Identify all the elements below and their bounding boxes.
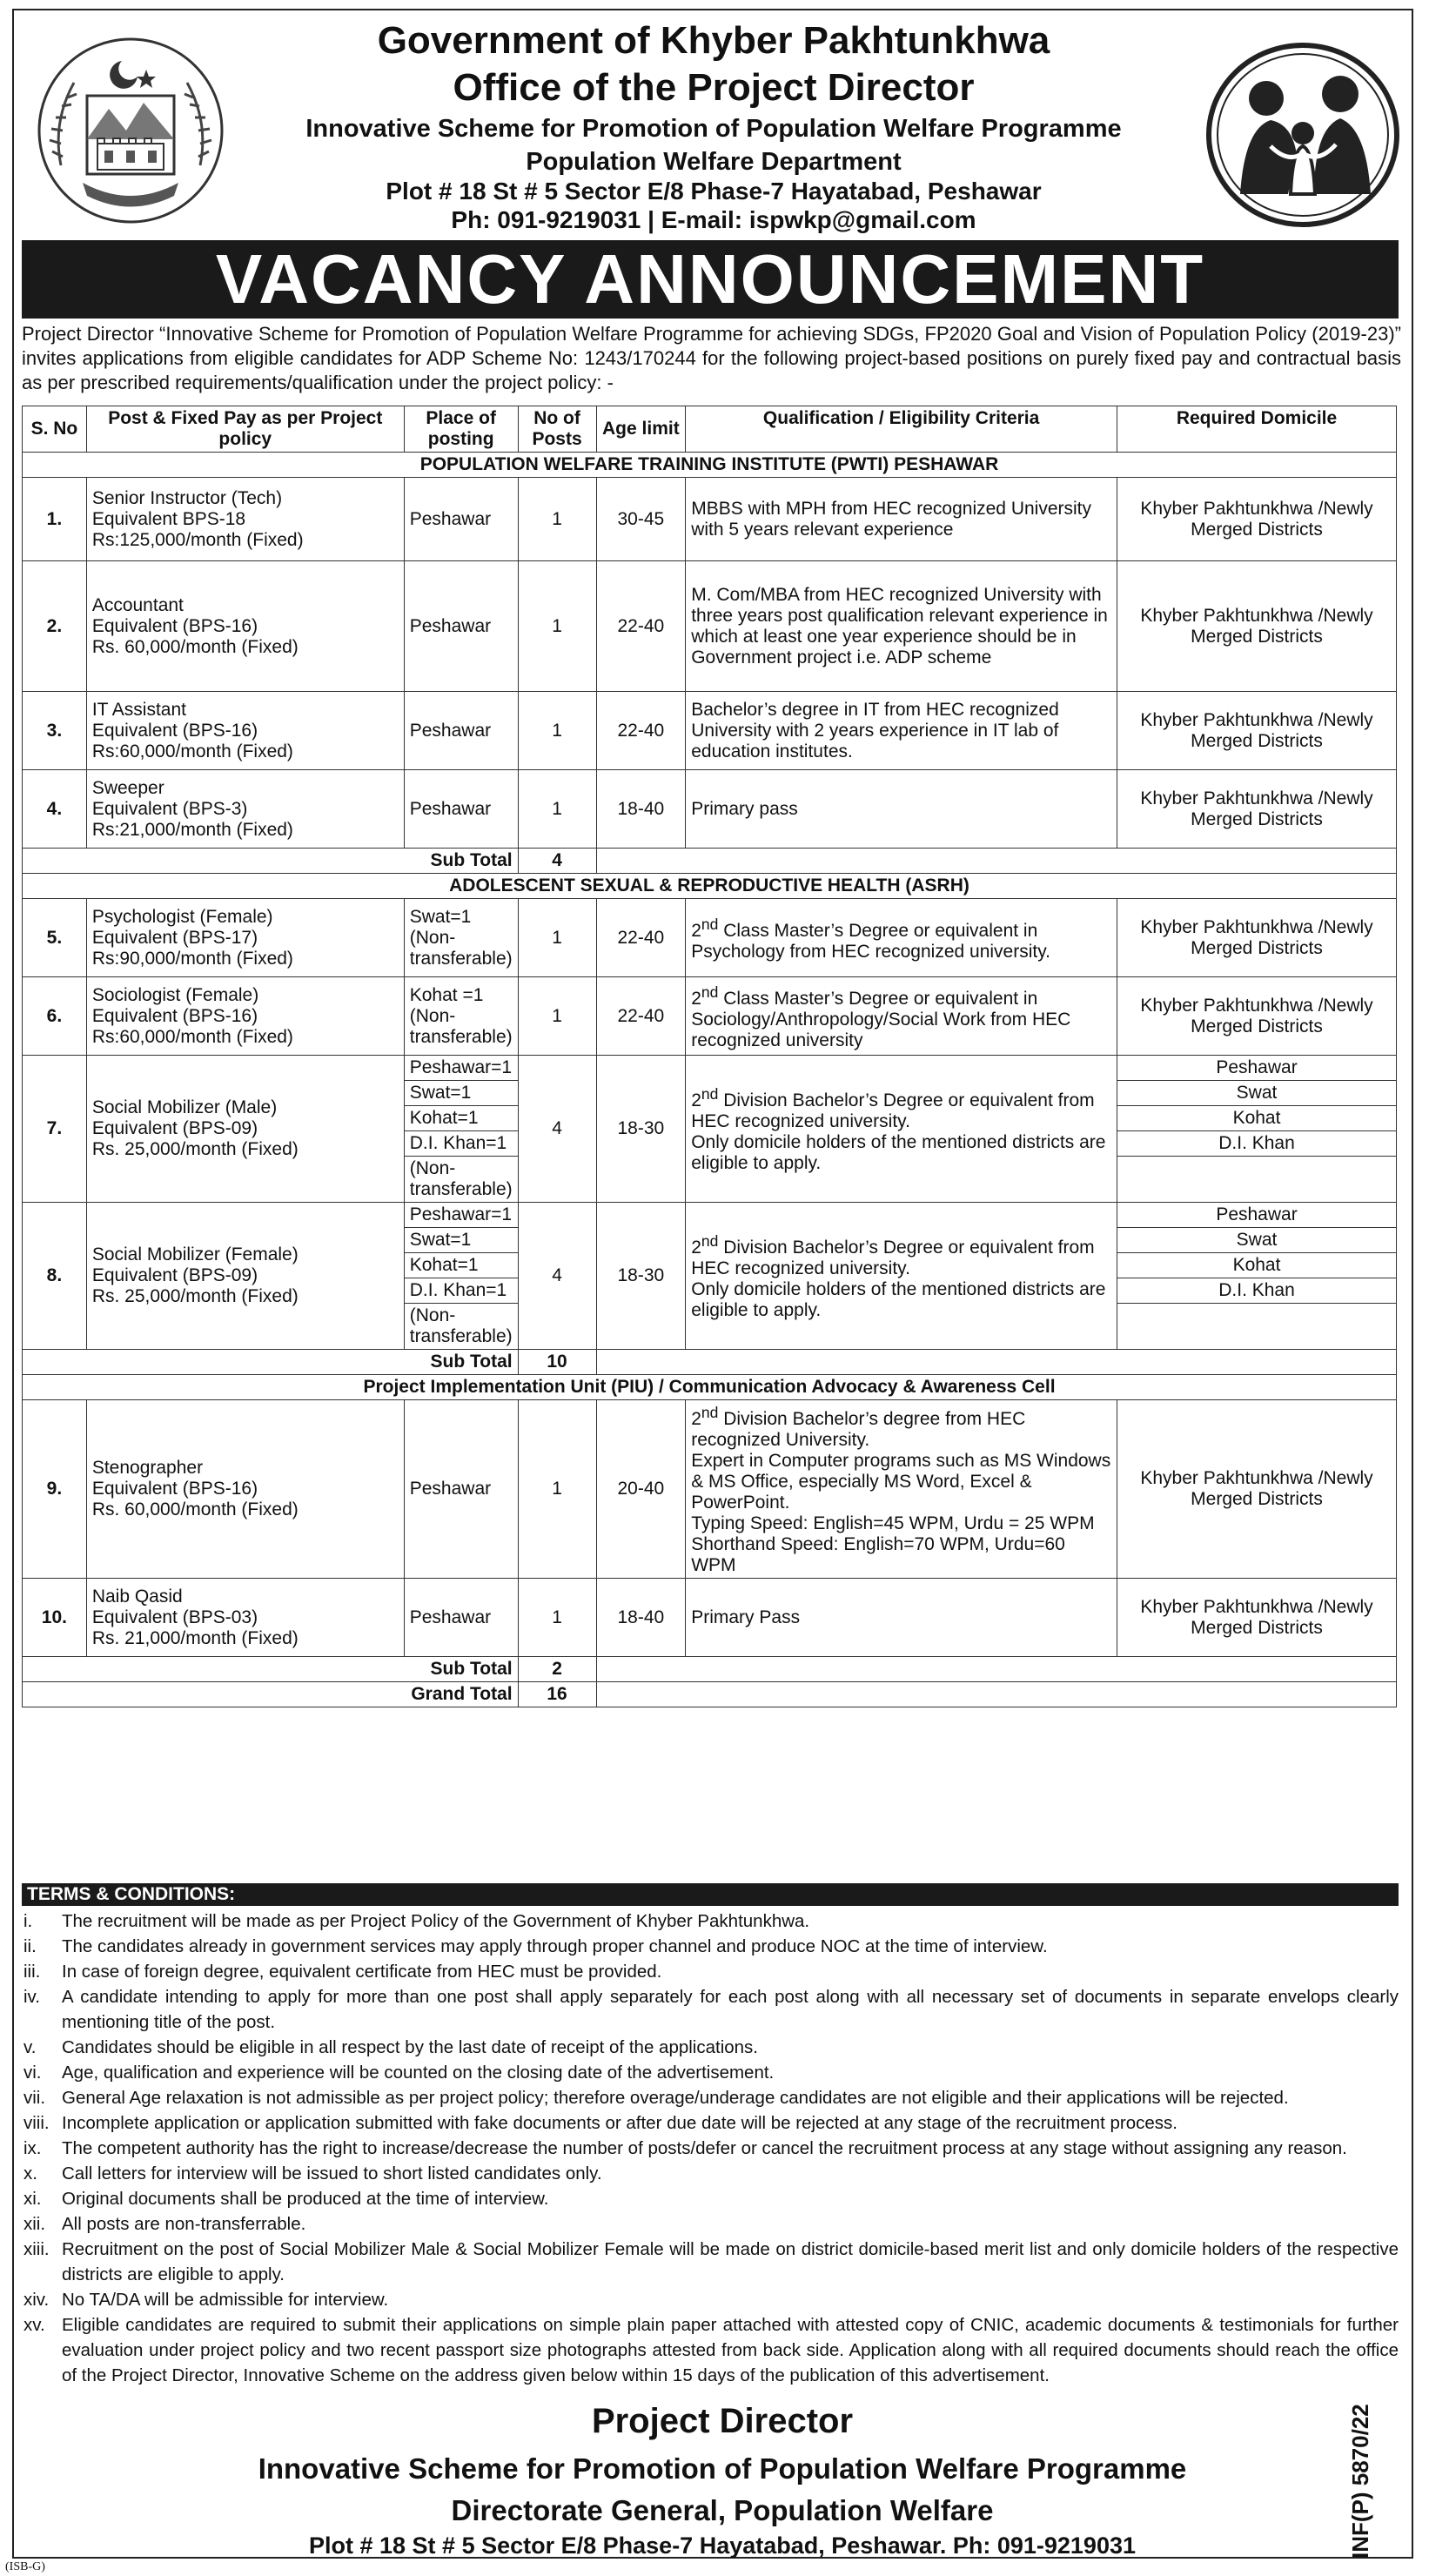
sub-total-row: Sub Total 2 — [23, 1657, 1397, 1682]
table-row: 10. Naib Qasid Equivalent (BPS-03) Rs. 21,000/month (Fixed) Peshawar 1 18-40 Primary Pass Khyber Pakhtunkhwa /Newly Merged Districts — [23, 1579, 1397, 1657]
list-item: xii. All posts are non-transferrable. — [23, 2214, 306, 2234]
table-row: 2. Accountant Equivalent (BPS-16) Rs. 60,000/month (Fixed) Peshawar 1 22-40 M. Com/MBA from HEC recognized University with three years post qualification relevant experience in which at least one year experience should be in Government project i.e. ADP scheme Khyber Pakhtunkhwa /Newly Merged Districts — [23, 561, 1397, 692]
list-item: v. Candidates should be eligible in all respect by the last date of receipt of the applications. — [23, 2037, 759, 2057]
list-item: i. The recruitment will be made as per Project Policy of the Government of Khyber Pakhtunkhwa. — [23, 1911, 810, 1931]
table-row: 6. Sociologist (Female) Equivalent (BPS-16) Rs:60,000/month (Fixed) Kohat =1 (Non-transferable) 1 22-40 2nd Class Master’s Degree or equivalent in Sociology/Anthropology/Social Work from HEC recognized university Khyber Pakhtunkhwa /Newly Merged Districts — [23, 977, 1397, 1056]
intro-paragraph: Project Director “Innovative Scheme for Promotion of Population Welfare Programme for achieving SDGs, FP2020 Goal and Vision of Population Policy (2019-23)” invites applications from eligible candidates for ADP Scheme No: 1243/170244 for the following project-based positions on purely fixed pay and contractual basis as per prescribed requirements/qualification under the project policy: - — [22, 323, 1401, 393]
col-qualification: Qualification / Eligibility Criteria — [686, 406, 1117, 453]
table-row: 5. Psychologist (Female) Equivalent (BPS-17) Rs:90,000/month (Fixed) Swat=1 (Non-transferable) 1 22-40 2nd Class Master’s Degree or equivalent in Psychology from HEC recognized university. Khyber Pakhtunkhwa /Newly Merged Districts — [23, 899, 1397, 977]
sub-total-row: Sub Total 10 — [23, 1350, 1397, 1375]
list-item: vii. General Age relaxation is not admissible as per project policy; therefore overage/underage candidates are not eligible and their applications will be rejected. — [23, 2088, 1289, 2108]
header-contact: Ph: 091-9219031 | E-mail: ispwkp@gmail.com — [451, 206, 976, 233]
footer-title: Project Director — [591, 2402, 854, 2440]
col-sno: S. No — [23, 406, 87, 453]
header-government: Government of Khyber Pakhtunkhwa — [377, 19, 1050, 62]
list-item: xv. Eligible candidates are required to submit their applications on simple plain paper attached with attested copy of CNIC, academic documents & testimonials for further evaluation under project policy and two recent passport size photographs attested from back side. Application along with all required documents should reach the office of the Project Director, Innovative Scheme on the address given below within 15 days of the publication of this advertisement. — [23, 2315, 1399, 2385]
list-item: iv. A candidate intending to apply for more than one post shall apply separately for each post along with all necessary set of documents in separate envelops clearly mentioning title of the post. — [23, 1987, 1399, 2032]
header-address: Plot # 18 St # 5 Sector E/8 Phase-7 Hayatabad, Peshawar — [386, 178, 1042, 205]
list-item: ix. The competent authority has the right to increase/decrease the number of posts/defer or cancel the recruitment process at any stage without assigning any reason. — [23, 2138, 1347, 2158]
col-age: Age limit — [596, 406, 686, 453]
population-welfare-logo — [1205, 42, 1401, 229]
inf-number: INF(P) 5870/22 — [1347, 2404, 1373, 2559]
list-item: xi. Original documents shall be produced at the time of interview. — [23, 2189, 549, 2209]
list-item: x. Call letters for interview will be issued to short listed candidates only. — [23, 2163, 602, 2184]
col-domicile: Required Domicile — [1117, 406, 1397, 453]
vacancy-table — [22, 406, 1397, 1707]
table-header-row — [23, 406, 1397, 453]
list-item: xiv. No TA/DA will be admissible for interview. — [23, 2290, 389, 2310]
header-department: Population Welfare Department — [526, 148, 902, 176]
footer-address: Plot # 18 St # 5 Sector E/8 Phase-7 Hayatabad, Peshawar. Ph: 091-9219031 — [309, 2532, 1136, 2559]
table-row: 8. Social Mobilizer (Female) Equivalent (BPS-09) Rs. 25,000/month (Fixed) Peshawar=1 Swat=1 Kohat=1 D.I. Khan=1 (Non-transferable) 4 18-30 2nd Division Bachelor’s Degree or equivalent from HEC recognized university. Only domicile holders of the mentioned districts are eligible to apply. Peshawar Swat Kohat D.I. Khan — [23, 1203, 1397, 1350]
header-scheme: Innovative Scheme for Promotion of Population Welfare Programme — [305, 115, 1122, 143]
col-place: Place of posting — [404, 406, 518, 453]
section-row: ADOLESCENT SEXUAL & REPRODUCTIVE HEALTH (ASRH) — [23, 874, 1397, 899]
list-item: ii. The candidates already in government services may apply through proper channel and produce NOC at the time of interview. — [23, 1936, 1048, 1956]
table-row: 9. Stenographer Equivalent (BPS-16) Rs. 60,000/month (Fixed) Peshawar 1 20-40 2nd Division Bachelor’s degree from HEC recognized University. Expert in Computer programs such as MS Windows & MS Office, especially MS Word, Excel & PowerPoint. Typing Speed: English=45 WPM, Urdu = 25 WPM Shorthand Speed: English=70 WPM, Urdu=60 WPM Khyber Pakhtunkhwa /Newly Merged Districts — [23, 1400, 1397, 1579]
sub-total-row: Sub Total 4 — [23, 849, 1397, 874]
terms-heading: TERMS & CONDITIONS: — [22, 1883, 1399, 1906]
list-item: viii. Incomplete application or application submitted with fake documents or after due date will be rejected at any stage of the recruitment process. — [23, 2113, 1177, 2133]
table-row: 3. IT Assistant Equivalent (BPS-16) Rs:60,000/month (Fixed) Peshawar 1 22-40 Bachelor’s degree in IT from HEC recognized University with 2 years experience in IT lab of education institutes. Khyber Pakhtunkhwa /Newly Merged Districts — [23, 692, 1397, 770]
col-posts: No of Posts — [518, 406, 596, 453]
footer-scheme: Innovative Scheme for Promotion of Population Welfare Programme — [258, 2452, 1187, 2485]
terms-list — [22, 1909, 1399, 2388]
grand-total-row: Grand Total 16 — [23, 1682, 1397, 1707]
section-row: POPULATION WELFARE TRAINING INSTITUTE (PWTI) PESHAWAR — [23, 453, 1397, 478]
header-office: Office of the Project Director — [453, 66, 975, 109]
list-item: iii. In case of foreign degree, equivalent certificate from HEC must be provided. — [23, 1962, 662, 1982]
table-row: 1. Senior Instructor (Tech) Equivalent BPS-18 Rs:125,000/month (Fixed) Peshawar 1 30-45 MBBS with MPH from HEC recognized University with 5 years relevant experience Khyber Pakhtunkhwa /Newly Merged Districts — [23, 478, 1397, 561]
kp-government-emblem — [35, 35, 226, 226]
table-row: 7. Social Mobilizer (Male) Equivalent (BPS-09) Rs. 25,000/month (Fixed) Peshawar=1 Swat=1 Kohat=1 D.I. Khan=1 (Non-transferable) 4 18-30 2nd Division Bachelor’s Degree or equivalent from HEC recognized university. Only domicile holders of the mentioned districts are eligible to apply. Peshawar Swat Kohat D.I. Khan — [23, 1056, 1397, 1203]
list-item: vi. Age, qualification and experience will be counted on the closing date of the advertisement. — [23, 2063, 775, 2083]
publication-code: (ISB-G) — [5, 2560, 45, 2573]
footer-directorate: Directorate General, Population Welfare — [451, 2494, 994, 2526]
list-item: xiii. Recruitment on the post of Social Mobilizer Male & Social Mobilizer Female will be made on district domicile-based merit list and only domicile holders of the respective districts are eligible to apply. — [23, 2239, 1399, 2284]
vacancy-banner: VACANCY ANNOUNCEMENT — [22, 240, 1399, 319]
section-row: Project Implementation Unit (PIU) / Communication Advocacy & Awareness Cell — [23, 1375, 1397, 1400]
col-post: Post & Fixed Pay as per Project policy — [86, 406, 404, 453]
table-row: 4. Sweeper Equivalent (BPS-3) Rs:21,000/month (Fixed) Peshawar 1 18-40 Primary pass Khyber Pakhtunkhwa /Newly Merged Districts — [23, 770, 1397, 849]
